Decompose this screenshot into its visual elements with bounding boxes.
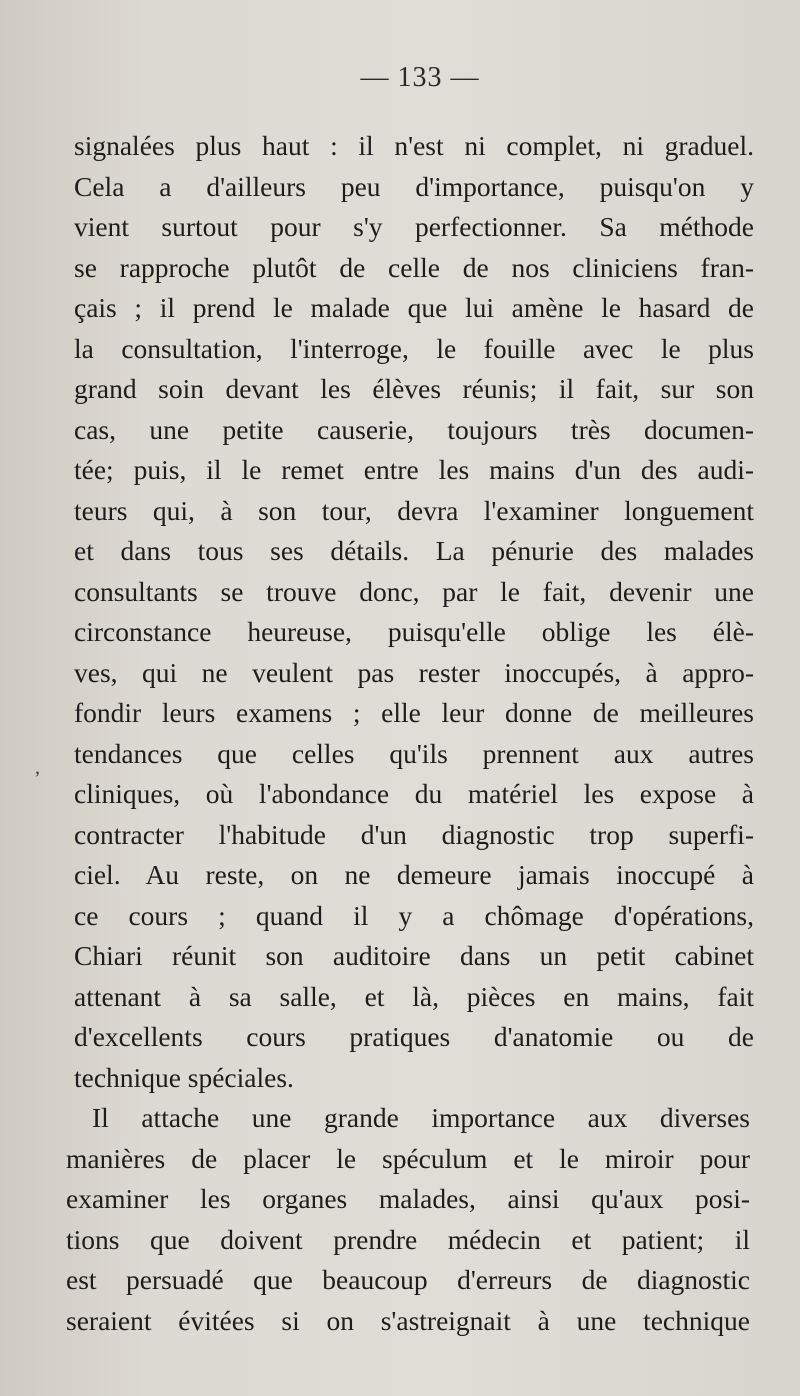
text-line: Chiari réunit son auditoire dans un petit cabinet: [74, 940, 754, 971]
text-line: contracter l'habitude d'un diagnostic trop superfi-: [74, 818, 754, 850]
page-number: — 133 —: [360, 62, 480, 93]
paragraph-2: [66, 1098, 750, 1341]
text-line: fondir leurs examens ; elle leur donne de meilleures: [74, 697, 754, 728]
text-line: tendances que celles qu'ils prennent aux autres: [74, 737, 754, 769]
text-line: d'excellents cours pratiques d'anatomie ou de: [74, 1021, 754, 1052]
text-line: cas, une petite causerie, toujours très documen-: [74, 413, 754, 445]
text-line: la consultation, l'interroge, le fouille avec le plus: [74, 332, 754, 364]
text-line: çais ; il prend le malade que lui amène le hasard de: [74, 292, 754, 323]
text-line: technique spéciales.: [74, 1061, 294, 1093]
text-line: signalées plus haut : il n'est ni complet, ni graduel.: [74, 130, 754, 161]
text-line: examiner les organes malades, ainsi qu'aux posi-: [66, 1183, 750, 1214]
text-line: manières de placer le spéculum et le miroir pour: [66, 1142, 750, 1174]
text-line: tée; puis, il le remet entre les mains d'un des audi-: [74, 454, 754, 485]
text-line: ves, qui ne veulent pas rester inoccupés, à appro-: [74, 656, 754, 688]
text-line: consultants se trouve donc, par le fait, devenir une: [74, 575, 754, 607]
paragraph-1: [74, 126, 754, 1098]
text-line: tions que doivent prendre médecin et patient; il: [66, 1223, 750, 1255]
text-line: Cela a d'ailleurs peu d'importance, puisqu'on y: [74, 170, 754, 202]
text-line: attenant à sa salle, et là, pièces en mains, fait: [74, 980, 754, 1012]
text-line: ce cours ; quand il y a chômage d'opérations,: [74, 899, 754, 931]
text-line: teurs qui, à son tour, devra l'examiner longuement: [74, 494, 754, 526]
margin-mark: ʼ: [34, 768, 41, 790]
text-line: ciel. Au reste, on ne demeure jamais inoccupé à: [74, 859, 754, 890]
text-line: cliniques, où l'abondance du matériel les expose à: [74, 778, 754, 809]
text-line: est persuadé que beaucoup d'erreurs de diagnostic: [66, 1264, 750, 1295]
text-line: circonstance heureuse, puisqu'elle oblige les élè-: [74, 616, 754, 647]
text-line: se rapproche plutôt de celle de nos cliniciens fran-: [74, 251, 754, 283]
text-line: vient surtout pour s'y perfectionner. Sa méthode: [74, 211, 754, 242]
text-line: grand soin devant les élèves réunis; il fait, sur son: [74, 373, 754, 404]
text-line: seraient évitées si on s'astreignait à une technique: [66, 1304, 750, 1336]
text-line: et dans tous ses détails. La pénurie des malades: [74, 535, 754, 566]
text-line: Il attache une grande importance aux diverses: [92, 1102, 750, 1133]
